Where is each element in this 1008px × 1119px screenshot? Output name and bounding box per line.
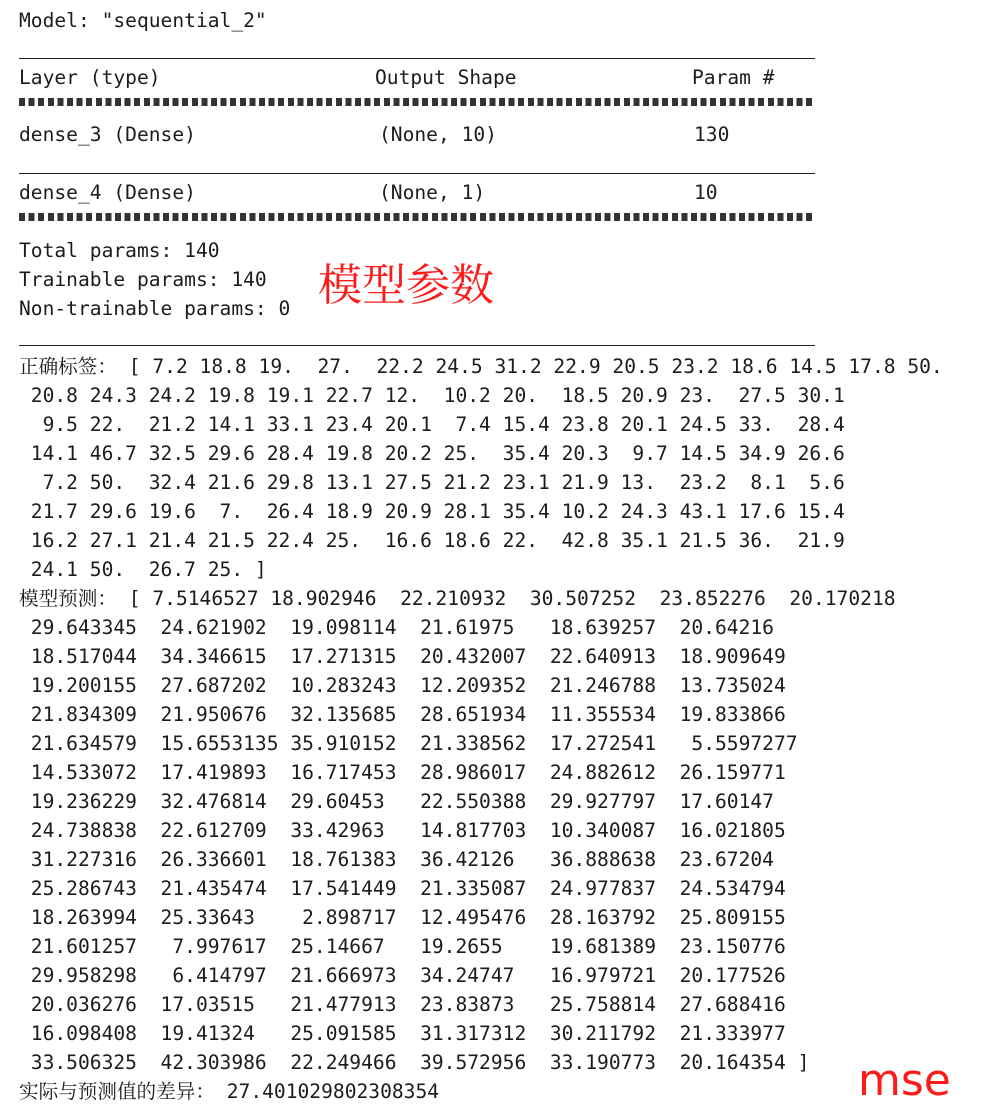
params-annotation: 模型参数 — [318, 260, 494, 311]
trainable-params: Trainable params: 140 — [19, 268, 267, 291]
prediction-line: 19.236229 32.476814 29.60453 22.550388 29.927797 17.60147 — [19, 790, 774, 813]
row-output-shape: (None, 1) — [379, 181, 486, 204]
prediction-line: 33.506325 42.303986 22.249466 39.572956 33.190773 20.164354 ] — [19, 1051, 810, 1074]
true-label-line: 16.2 27.1 21.4 21.5 22.4 25. 16.6 18.6 22. 42.8 35.1 21.5 36. 21.9 — [19, 529, 845, 552]
model-name-line: Model: "sequential_2" — [19, 9, 267, 32]
mse-annotation: mse — [858, 1055, 951, 1106]
header-param-count: Param # — [692, 66, 775, 89]
prediction-line: 25.286743 21.435474 17.541449 21.335087 24.977837 24.534794 — [19, 877, 786, 900]
total-params: Total params: 140 — [19, 239, 220, 262]
footer-double-rule-2 — [19, 216, 815, 221]
true-label-line: 24.1 50. 26.7 25. ] — [19, 558, 267, 581]
true-label-line: 14.1 46.7 32.5 29.6 28.4 19.8 20.2 25. 35.4 20.3 9.7 14.5 34.9 26.6 — [19, 442, 845, 465]
true-label-line: 21.7 29.6 19.6 7. 26.4 18.9 20.9 28.1 35.4 10.2 24.3 43.1 17.6 15.4 — [19, 500, 845, 523]
header-layer-type: Layer (type) — [19, 66, 161, 89]
true-label-line: 正确标签： [ 7.2 18.8 19. 27. 22.2 24.5 31.2 22.9 20.5 23.2 18.6 14.5 17.8 50. — [19, 355, 943, 378]
prediction-line: 31.227316 26.336601 18.761383 36.42126 36.888638 23.67204 — [19, 848, 774, 871]
row-layer-name: dense_4 (Dense) — [19, 181, 196, 204]
mse-line: 实际与预测值的差异： 27.401029802308354 — [19, 1080, 440, 1103]
row-param-count: 130 — [694, 123, 730, 146]
row-layer-name: dense_3 (Dense) — [19, 123, 196, 146]
prediction-line: 20.036276 17.03515 21.477913 23.83873 25.758814 27.688416 — [19, 993, 786, 1016]
prediction-line: 29.643345 24.621902 19.098114 21.61975 18.639257 20.64216 — [19, 616, 774, 639]
prediction-line: 29.958298 6.414797 21.666973 34.24747 16.979721 20.177526 — [19, 964, 786, 987]
prediction-line: 19.200155 27.687202 10.283243 12.209352 21.246788 13.735024 — [19, 674, 786, 697]
true-label-line: 7.2 50. 32.4 21.6 29.8 13.1 27.5 21.2 23.1 21.9 13. 23.2 8.1 5.6 — [19, 471, 845, 494]
prediction-line: 16.098408 19.41324 25.091585 31.317312 30.211792 21.333977 — [19, 1022, 786, 1045]
prediction-line: 21.834309 21.950676 32.135685 28.651934 11.355534 19.833866 — [19, 703, 786, 726]
prediction-line: 21.634579 15.6553135 35.910152 21.338562 17.272541 5.5597277 — [19, 732, 798, 755]
true-label-line: 9.5 22. 21.2 14.1 33.1 23.4 20.1 7.4 15.4 23.8 20.1 24.5 33. 28.4 — [19, 413, 845, 436]
prediction-line: 模型预测： [ 7.5146527 18.902946 22.210932 30.507252 23.852276 20.170218 — [19, 587, 896, 610]
row-output-shape: (None, 10) — [379, 123, 497, 146]
header-double-rule-2 — [19, 101, 815, 106]
prediction-line: 14.533072 17.419893 16.717453 28.986017 24.882612 26.159771 — [19, 761, 786, 784]
prediction-line: 18.517044 34.346615 17.271315 20.432007 22.640913 18.909649 — [19, 645, 786, 668]
non-trainable-params: Non-trainable params: 0 — [19, 297, 291, 320]
summary-bottom-rule — [19, 345, 815, 346]
header-output-shape: Output Shape — [375, 66, 517, 89]
row-separator-rule — [19, 173, 815, 174]
summary-top-rule — [19, 58, 815, 59]
prediction-line: 21.601257 7.997617 25.14667 19.2655 19.681389 23.150776 — [19, 935, 786, 958]
true-label-line: 20.8 24.3 24.2 19.8 19.1 22.7 12. 10.2 20. 18.5 20.9 23. 27.5 30.1 — [19, 384, 845, 407]
row-param-count: 10 — [694, 181, 718, 204]
prediction-line: 24.738838 22.612709 33.42963 14.817703 10.340087 16.021805 — [19, 819, 786, 842]
prediction-line: 18.263994 25.33643 2.898717 12.495476 28.163792 25.809155 — [19, 906, 786, 929]
